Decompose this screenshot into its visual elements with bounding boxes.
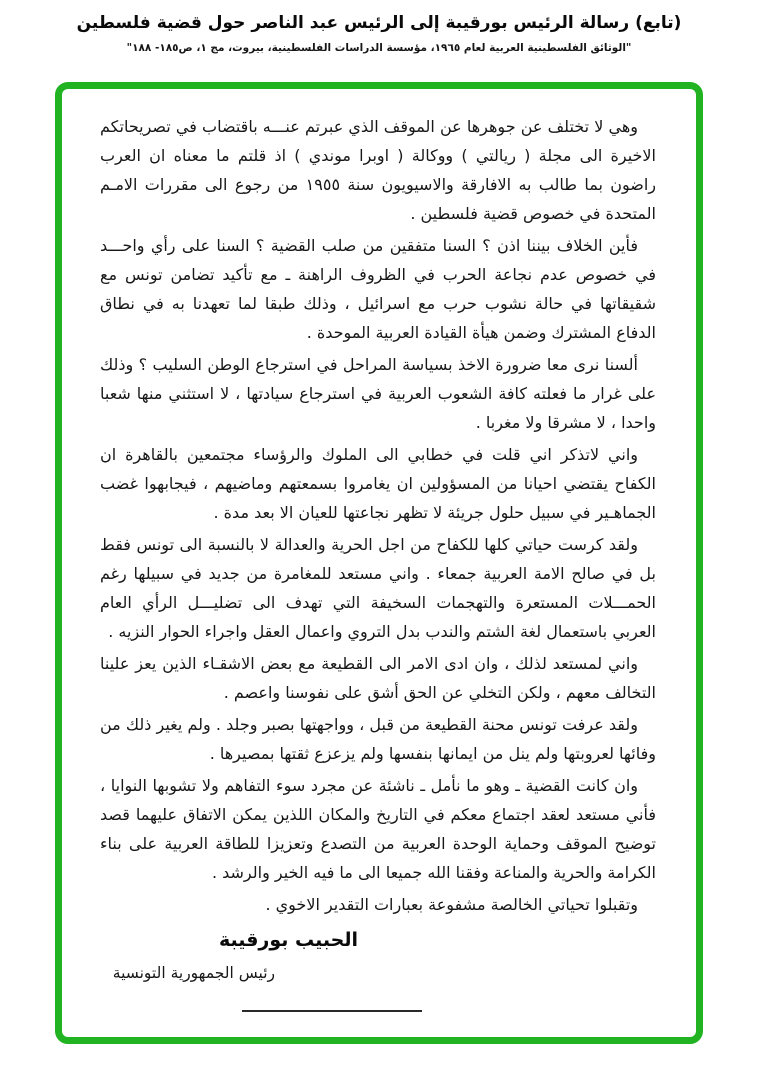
letter-paragraph: واني لاتذكر اني قلت في خطابي الى الملوك والرؤساء مجتمعين بالقاهرة ان الكفاح يقتضي احيانا من المسؤولين ان يغامروا بسمعتهم وماضيهم ، فيجابهوا غضب الجماهـير في سبيل حلول جريئة لا تظهر نجاعتها للعيان الا بعد مدة .: [100, 445, 656, 522]
letter-paragraph: واني لمستعد لذلك ، وان ادى الامر الى القطيعة مع بعض الاشقـاء الذين يعز علينا التخالف معهم ، ولكن التخلي عن الحق أشق على نفوسنا واعصم .: [100, 654, 656, 702]
letter-frame: [55, 82, 703, 1044]
document-source-citation: "الوثائق الفلسطينية العربية لعام ١٩٦٥، مؤسسة الدراسات الفلسطينية، بيروت، مج ١، ص١٨٥- ١٨٨": [126, 42, 632, 54]
document-title: (تابع) رسالة الرئيس بورقيبة إلى الرئيس عبد الناصر حول قضية فلسطين: [76, 13, 682, 33]
signature-name: الحبيب بورقيبة: [218, 929, 358, 951]
letter-body: [62, 89, 696, 1012]
signature-divider: [242, 1010, 422, 1012]
letter-paragraph: ألسنا نرى معا ضرورة الاخذ بسياسة المراحل في استرجاع الوطن السليب ؟ وذلك على غرار ما فعلته كافة الشعوب العربية في استرجاع سيادتها ، لا استثني منها شعبا واحدا ، لا مشرقا ولا مغربا .: [100, 355, 656, 432]
letter-paragraph: فأين الخلاف بيننا اذن ؟ السنا متفقين من صلب القضية ؟ السنا على رأي واحـــد في خصوص عدم نجاعة الحرب في الظروف الراهنة ـ مع تأكيد تضامن تونس مع شقيقاتها في حالة نشوب حرب مع اسرائيل ، وذلك طبقا لما تعهدنا به في نطاق الدفاع المشترك وضمن هيأة القيادة العربية الموحدة .: [100, 236, 656, 342]
letter-paragraph: ولقد عرفت تونس محنة القطيعة من قبل ، وواجهتها بصبر وجلد . ولم يغير ذلك من وفائها لعروبتها ولم ينل من ايمانها بنفسها ولم يزعزع ثقتها بمصيرها .: [100, 715, 656, 763]
letter-paragraph: وان كانت القضية ـ وهو ما نأمل ـ ناشئة عن مجرد سوء التفاهم ولا تشوبها النوايا ، فأني مستعد لعقد اجتماع معكم في التاريخ والمكان اللذين يمكن الاتفاق عليهما قصد توضيح الموقف وحماية الوحدة العربية من التصدع وتعزيزا للطاقة العربية على بناء الكرامة والحرية والمناعة وفقنا الله جميعا الى ما فيه الخير والرشد .: [100, 776, 656, 882]
document-header: [0, 13, 758, 54]
letter-closing: وتقبلوا تحياتي الخالصة مشفوعة بعبارات التقدير الاخوي .: [265, 895, 638, 914]
letter-paragraph: وهي لا تختلف عن جوهرها عن الموقف الذي عبرتم عنـــه باقتضاب في تصريحاتكم الاخيرة الى مجلة ( ريالتي ) ووكالة ( اوبرا موندي ) اذ قلتم ما معناه ان العرب راضون بما طالب به الافارقة والاسيويون سنة ١٩٥٥ من رجوع الى مقررات الامـم المتحدة في خصوص قضية فلسطين .: [100, 117, 656, 223]
signature-title: رئيس الجمهورية التونسية: [112, 964, 275, 982]
letter-paragraph: ولقد كرست حياتي كلها للكفاح من اجل الحرية والعدالة لا بالنسبة الى تونس فقط بل في صالح الامة العربية جمعاء . واني مستعد للمغامرة من جديد في سبيلها رغم الحمـــلات المستعرة والتهجمات السخيفة التي تهدف الى تضليـــل الرأي العام العربي باستعمال لغة الشتم والندب بدل التروي واعمال العقل واجراء الحوار النزيه .: [100, 535, 656, 641]
